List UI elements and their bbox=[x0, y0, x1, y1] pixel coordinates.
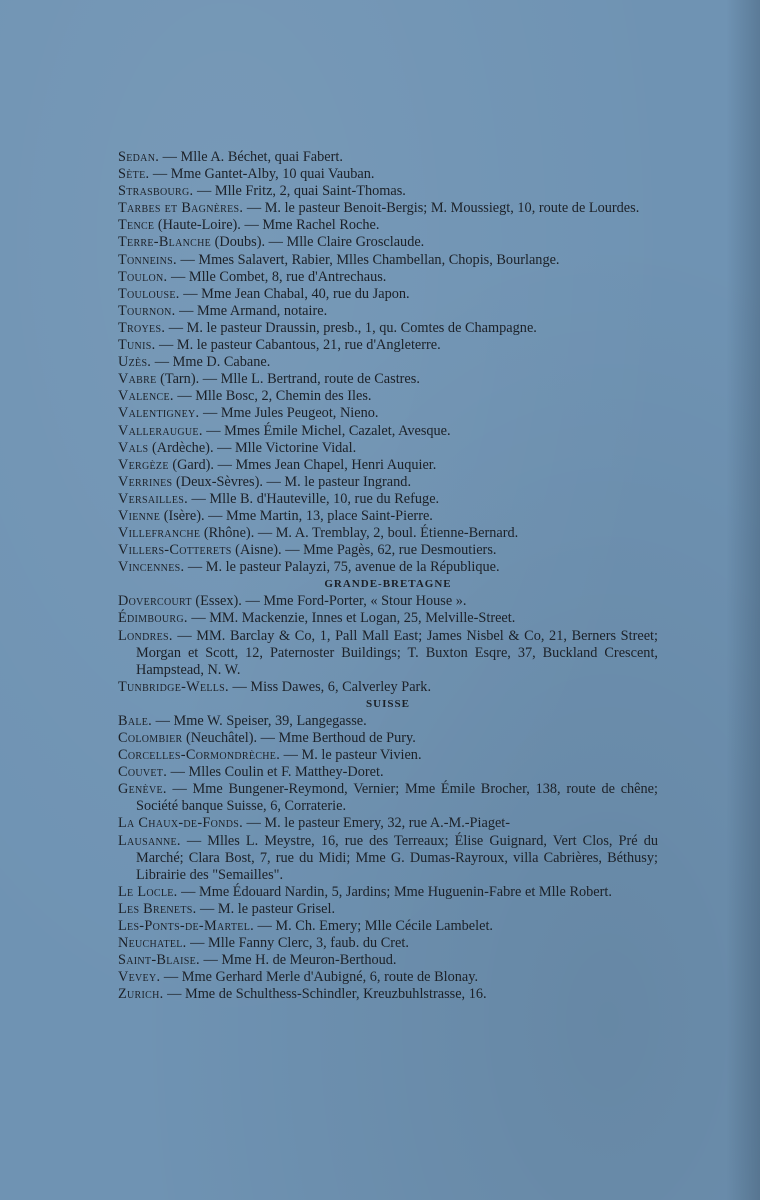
list-entry bbox=[118, 918, 658, 935]
entry-details: — M. le pasteur Vivien. bbox=[280, 747, 422, 764]
list-entry bbox=[118, 833, 658, 884]
entry-details: — M. le pasteur Emery, 32, rue A.-M.-Piaget- bbox=[242, 815, 511, 832]
entry-place: Lausanne. bbox=[118, 832, 181, 849]
list-entry bbox=[118, 713, 658, 730]
list-entry bbox=[118, 593, 658, 610]
list-entry bbox=[118, 559, 658, 576]
list-entry bbox=[118, 217, 658, 234]
entry-details: (Ardèche). — Mlle Victorine Vidal. bbox=[148, 439, 357, 456]
entry-place: Saint-Blaise. bbox=[118, 952, 200, 969]
entry-place: Corcelles-Cormondrèche. bbox=[118, 747, 281, 764]
entry-details: — M. le pasteur Palayzi, 75, avenue de la République. bbox=[184, 559, 500, 576]
list-entry bbox=[118, 969, 658, 986]
list-entry bbox=[118, 234, 658, 251]
entry-place: Terre-Blanche bbox=[118, 234, 212, 251]
suisse-entries bbox=[118, 713, 658, 1004]
entry-details: (Isère). — Mme Martin, 13, place Saint-Pierre. bbox=[160, 507, 433, 524]
list-entry bbox=[118, 508, 658, 525]
entry-place: La Chaux-de-Fonds. bbox=[118, 815, 243, 832]
list-entry bbox=[118, 935, 658, 952]
entry-details: (Gard). — Mmes Jean Chapel, Henri Auquier. bbox=[168, 456, 437, 473]
depositaires-list bbox=[118, 149, 658, 1004]
entry-place: Dovercourt bbox=[118, 593, 192, 610]
entry-place: Londres. bbox=[118, 627, 173, 644]
list-entry bbox=[118, 952, 658, 969]
entry-place: Sète. bbox=[118, 166, 150, 183]
list-entry bbox=[118, 815, 658, 832]
entry-details: — Mme Gantet-Alby, 10 quai Vauban. bbox=[149, 166, 375, 183]
list-entry bbox=[118, 457, 658, 474]
entry-details: — MM. Barclay & Co, 1, Pall Mall East; James Nisbel & Co, 21, Berners Street; Morgan et Scott, 12, Paternoster Buildings; T. Buxton Esqre, 37, Buckland Crescent, Hampstead, N. W. bbox=[136, 627, 658, 678]
entry-details: (Doubs). — Mlle Claire Grosclaude. bbox=[211, 234, 425, 251]
entry-place: Strasbourg. bbox=[118, 183, 194, 200]
list-entry bbox=[118, 183, 658, 200]
entry-details: (Neuchâtel). — Mme Berthoud de Pury. bbox=[182, 730, 416, 746]
entry-place: Tournon. bbox=[118, 302, 176, 319]
list-entry bbox=[118, 303, 658, 320]
list-entry bbox=[118, 200, 658, 217]
list-entry bbox=[118, 764, 658, 781]
entry-details: — Mlles L. Meystre, 16, rue des Terreaux; Élise Guignard, Vert Clos, Pré du Marché; Clara Bost, 7, rue du Midi; Mme G. Dumas-Rayroux, villa Cabrières, Béthusy; Librairie des "Semailles". bbox=[136, 832, 658, 883]
entry-place: Vals bbox=[118, 439, 149, 456]
entry-place: Tunis. bbox=[118, 337, 156, 354]
section-heading-suisse: SUISSE bbox=[366, 697, 410, 710]
list-entry bbox=[118, 337, 658, 354]
entry-place: Versailles. bbox=[118, 490, 188, 507]
entry-place: Vincennes. bbox=[118, 559, 185, 576]
list-entry bbox=[118, 610, 658, 627]
entry-details: — MM. Mackenzie, Innes et Logan, 25, Melville-Street. bbox=[187, 610, 516, 627]
list-entry bbox=[118, 371, 658, 388]
list-entry bbox=[118, 679, 658, 696]
entry-place: Les Brenets. bbox=[118, 900, 197, 917]
entry-details: — Mlle Bosc, 2, Chemin des Iles. bbox=[173, 388, 372, 405]
entry-place: Les-Ponts-de-Martel. bbox=[118, 918, 254, 935]
entry-place: Le Locle. bbox=[118, 883, 178, 900]
entry-place: Valence. bbox=[118, 388, 174, 405]
list-entry bbox=[118, 525, 658, 542]
entry-details: — Mlle A. Béchet, quai Fabert. bbox=[159, 149, 343, 165]
entry-details: — Mlle Fanny Clerc, 3, faub. du Cret. bbox=[186, 935, 409, 952]
entry-place: Tunbridge-Wells. bbox=[118, 678, 229, 695]
page-edge-shadow bbox=[726, 0, 760, 1200]
entry-details: — Mme Bungener-Reymond, Vernier; Mme Émile Brocher, 138, route de chêne; Société banque Suisse, 6, Corraterie. bbox=[136, 781, 658, 815]
list-entry bbox=[118, 286, 658, 303]
list-entry bbox=[118, 354, 658, 371]
entry-place: Genève. bbox=[118, 781, 167, 798]
entry-place: Neuchatel. bbox=[118, 935, 187, 952]
entry-details: — Mme de Schulthess-Schindler, Kreuzbuhlstrasse, 16. bbox=[163, 986, 487, 1003]
entry-place: Édimbourg. bbox=[118, 610, 188, 627]
list-entry bbox=[118, 628, 658, 679]
entry-place: Tonneins. bbox=[118, 251, 177, 268]
list-entry bbox=[118, 884, 658, 901]
entry-details: — Mlle Fritz, 2, quai Saint-Thomas. bbox=[193, 183, 406, 200]
entry-details: — Miss Dawes, 6, Calverley Park. bbox=[228, 678, 432, 695]
list-entry bbox=[118, 423, 658, 440]
france-entries bbox=[118, 149, 658, 576]
list-entry bbox=[118, 747, 658, 764]
entry-details: (Aisne). — Mme Pagès, 62, rue Desmoutiers. bbox=[231, 542, 497, 559]
entry-place: Villers-Cotterets bbox=[118, 542, 232, 559]
entry-details: — M. le pasteur Draussin, presb., 1, qu. Comtes de Champagne. bbox=[165, 319, 537, 336]
entry-place: Toulouse. bbox=[118, 285, 180, 302]
list-entry bbox=[118, 320, 658, 337]
entry-details: — Mme Édouard Nardin, 5, Jardins; Mme Huguenin-Fabre et Mlle Robert. bbox=[177, 883, 612, 900]
list-entry bbox=[118, 405, 658, 422]
entry-details: — Mme Armand, notaire. bbox=[175, 302, 328, 319]
entry-details: — Mme Gerhard Merle d'Aubigné, 6, route de Blonay. bbox=[160, 969, 479, 986]
entry-details: (Rhône). — M. A. Tremblay, 2, boul. Étienne-Bernard. bbox=[200, 525, 519, 542]
entry-details: — Mme D. Cabane. bbox=[151, 354, 271, 371]
list-entry bbox=[118, 474, 658, 491]
entry-details: (Tarn). — Mlle L. Bertrand, route de Castres. bbox=[156, 371, 420, 388]
list-entry bbox=[118, 730, 658, 747]
entry-details: — Mme Jean Chabal, 40, rue du Japon. bbox=[179, 285, 410, 302]
list-entry bbox=[118, 252, 658, 269]
entry-details: — M. Ch. Emery; Mlle Cécile Lambelet. bbox=[253, 918, 494, 935]
grande-bretagne-entries bbox=[118, 593, 658, 696]
entry-details: — Mmes Émile Michel, Cazalet, Avesque. bbox=[202, 422, 451, 439]
entry-details: — M. le pasteur Grisel. bbox=[196, 900, 336, 917]
entry-place: Troyes. bbox=[118, 319, 166, 336]
entry-details: — Mme H. de Meuron-Berthoud. bbox=[199, 952, 397, 969]
entry-place: Tarbes et Bagnères. bbox=[118, 200, 244, 217]
list-entry bbox=[118, 149, 658, 166]
entry-place: Valleraugue. bbox=[118, 422, 203, 439]
entry-place: Uzès. bbox=[118, 354, 152, 371]
entry-place: Couvet. bbox=[118, 764, 168, 781]
list-entry bbox=[118, 781, 658, 815]
entry-place: Vienne bbox=[118, 507, 161, 524]
entry-place: Toulon. bbox=[118, 268, 168, 285]
section-heading-grande-bretagne: GRANDE-BRETAGNE bbox=[324, 578, 452, 591]
entry-details: — Mme Jules Peugeot, Nieno. bbox=[199, 405, 379, 422]
entry-details: — M. le pasteur Benoit-Bergis; M. Moussiegt, 10, route de Lourdes. bbox=[243, 200, 640, 217]
entry-place: Vergèze bbox=[118, 456, 169, 473]
entry-details: — Mlles Coulin et F. Matthey-Doret. bbox=[167, 764, 384, 781]
list-entry bbox=[118, 166, 658, 183]
list-entry bbox=[118, 491, 658, 508]
entry-place: Zurich. bbox=[118, 986, 164, 1003]
entry-details: — Mmes Salavert, Rabier, Mlles Chambellan, Chopis, Bourlange. bbox=[176, 251, 560, 268]
entry-details: — Mlle Combet, 8, rue d'Antrechaus. bbox=[167, 268, 387, 285]
entry-place: Tence bbox=[118, 217, 155, 234]
entry-details: — Mme W. Speiser, 39, Langegasse. bbox=[152, 712, 367, 729]
list-entry bbox=[118, 269, 658, 286]
entry-details: (Haute-Loire). — Mme Rachel Roche. bbox=[154, 217, 380, 234]
list-entry bbox=[118, 986, 658, 1003]
entry-place: Sedan. bbox=[118, 149, 160, 165]
entry-place: Villefranche bbox=[118, 525, 201, 542]
entry-details: — M. le pasteur Cabantous, 21, rue d'Angleterre. bbox=[155, 337, 441, 354]
entry-place: Vevey. bbox=[118, 969, 161, 986]
list-entry bbox=[118, 542, 658, 559]
entry-place: Colombier bbox=[118, 730, 183, 746]
entry-details: (Essex). — Mme Ford-Porter, « Stour House ». bbox=[191, 593, 467, 610]
entry-details: (Deux-Sèvres). — M. le pasteur Ingrand. bbox=[172, 473, 412, 490]
entry-place: Bale. bbox=[118, 712, 153, 729]
list-entry bbox=[118, 388, 658, 405]
entry-place: Verrines bbox=[118, 473, 173, 490]
entry-place: Valentigney. bbox=[118, 405, 200, 422]
entry-details: — Mlle B. d'Hauteville, 10, rue du Refuge. bbox=[187, 490, 440, 507]
list-entry bbox=[118, 440, 658, 457]
list-entry bbox=[118, 901, 658, 918]
entry-place: Vabre bbox=[118, 371, 157, 388]
